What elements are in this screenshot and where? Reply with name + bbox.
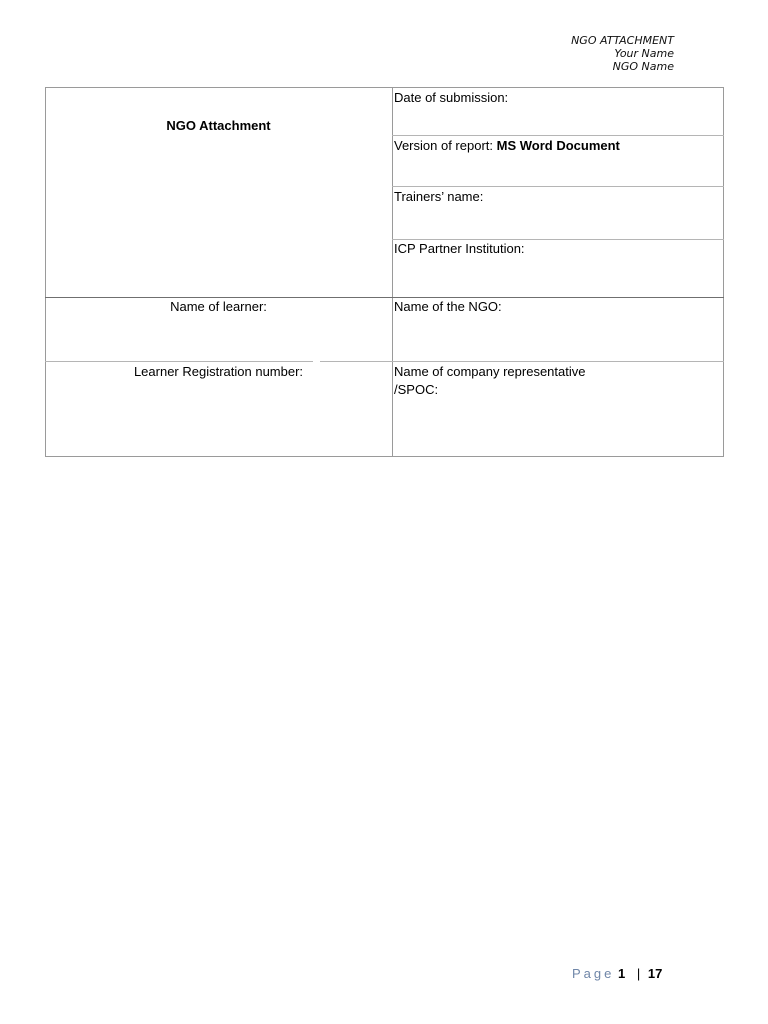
learner-name-label: Name of learner: (170, 299, 267, 314)
page-word: Page (572, 966, 615, 981)
trainers-name-label: Trainers’ name: (394, 189, 484, 204)
row-divider (392, 186, 724, 187)
total-pages: 17 (647, 966, 663, 981)
registration-number-label: Learner Registration number: (133, 364, 304, 379)
report-version-field (394, 137, 620, 155)
company-representative-line1: Name of company representative (394, 364, 586, 379)
header-ngo-name: NGO Name (612, 60, 674, 73)
page-footer (572, 966, 662, 982)
row-divider (392, 135, 724, 136)
form-title: NGO Attachment (166, 118, 271, 133)
page-header (571, 34, 674, 73)
page-separator: | (636, 966, 641, 981)
row-divider (45, 361, 313, 362)
company-representative-label (394, 363, 585, 399)
header-your-name: Your Name (614, 47, 674, 60)
company-representative-line2: /SPOC: (394, 382, 439, 397)
page-number: 1 (618, 966, 626, 981)
ngo-name-label: Name of the NGO: (394, 299, 502, 314)
icp-partner-label: ICP Partner Institution: (394, 241, 525, 256)
submission-date-label: Date of submission: (394, 90, 509, 105)
report-version-label: Version of report: (394, 138, 497, 153)
table-column-divider (392, 87, 393, 457)
report-version-value: MS Word Document (496, 138, 620, 153)
header-title: NGO ATTACHMENT (571, 34, 674, 47)
form-table (45, 87, 724, 457)
row-divider (320, 361, 724, 362)
